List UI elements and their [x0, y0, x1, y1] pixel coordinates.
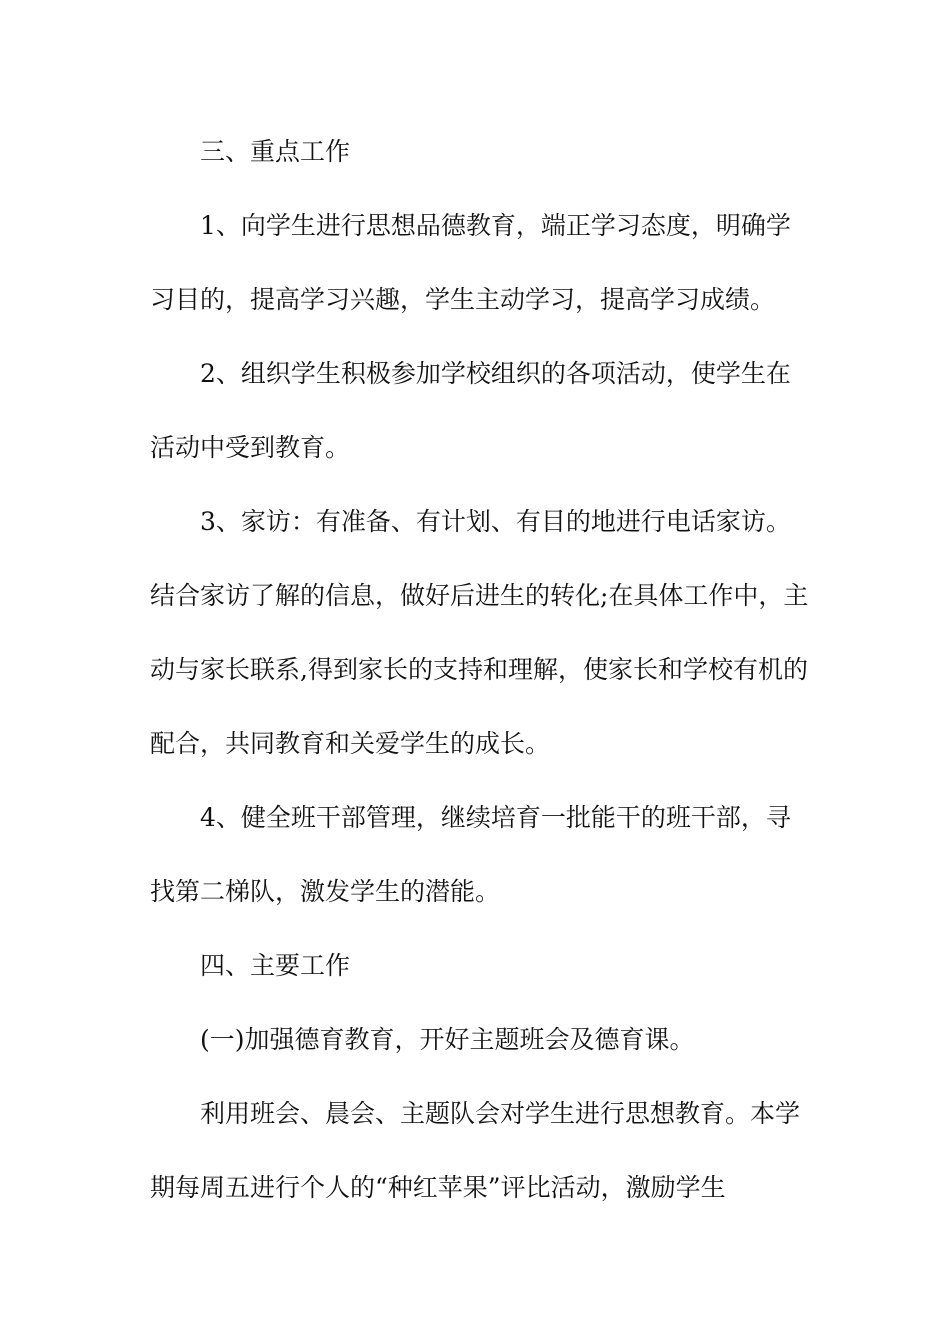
section-heading-main-work: 四、主要工作 — [200, 951, 351, 980]
paragraph-item-1: 1、向学生进行思想品德教育，端正学习态度，明确学习目的，提高学习兴趣，学生主动学习，提高学习成绩。 — [150, 211, 791, 314]
subsection-heading-moral-education: (一)加强德育教育，开好主题班会及德育课。 — [200, 1025, 695, 1054]
paragraph-item-3: 3、家访：有准备、有计划、有目的地进行电话家访。结合家访了解的信息，做好后进生的转化;在具体工作中，主动与家长联系,得到家长的支持和理解，使家长和学校有机的配合，共同教育和关爱学生的成长。 — [150, 507, 809, 758]
paragraph-moral-education: 利用班会、晨会、主题队会对学生进行思想教育。本学期每周五进行个人的“种红苹果”评比活动，激励学生 — [150, 1099, 801, 1202]
paragraph-item-4: 4、健全班干部管理，继续培育一批能干的班干部，寻找第二梯队，激发学生的潜能。 — [150, 803, 791, 906]
paragraph-item-2: 2、组织学生积极参加学校组织的各项活动，使学生在活动中受到教育。 — [150, 359, 791, 462]
document-body — [150, 115, 810, 1225]
section-heading-key-work: 三、重点工作 — [200, 137, 351, 166]
